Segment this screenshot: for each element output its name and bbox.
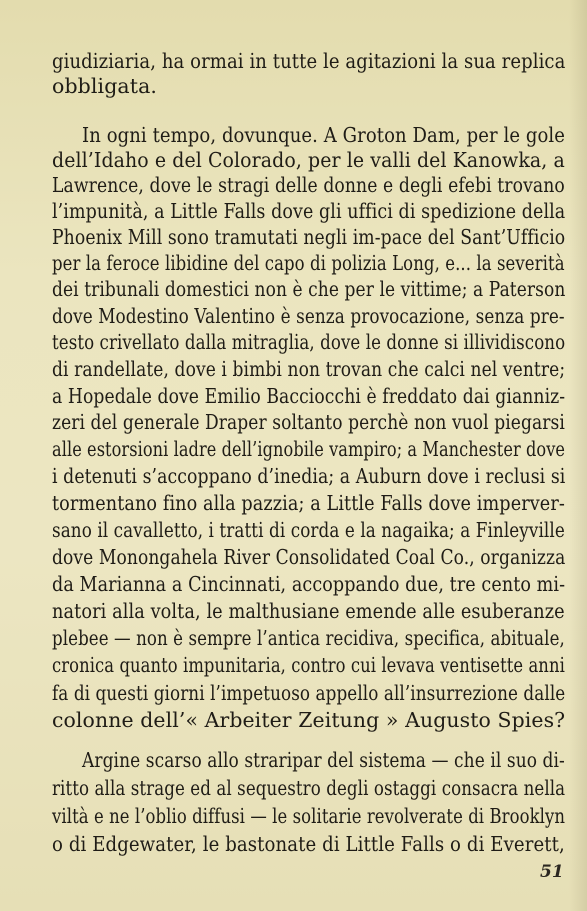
text-line-17: tormentano fino alla pazzia; a Little Falls dove imperver- xyxy=(52,491,565,515)
text-line-27: ritto alla strage ed al sequestro degli ostaggi consacra nella xyxy=(52,776,566,800)
text-line-22: plebee — non è sempre l’antica recidiva, specifica, abituale, xyxy=(52,626,565,650)
text-line-7: Phoenix Mill sono tramutati negli im-pace del Sant’Ufficio xyxy=(52,225,566,249)
text-line-24: fa di questi giorni l’impetuoso appello all’insurrezione dalle xyxy=(52,681,566,705)
text-line-15: alle estorsioni ladre dell’ignobile vampiro; a Manchester dove xyxy=(52,437,566,461)
text-line-20: da Marianna a Cincinnati, accoppando due, tre cento mi- xyxy=(52,572,566,596)
text-line-9: dei tribunali domestici non è che per le vittime; a Paterson xyxy=(52,277,566,301)
text-line-29: o di Edgewater, le bastonate di Little Falls o di Everett, xyxy=(52,832,565,856)
text-line-14: zeri del generale Draper soltanto perchè non vuol piegarsi xyxy=(52,410,565,434)
text-line-4: dell’Idaho e del Colorado, per le valli del Kanowka, a xyxy=(52,148,565,172)
text-line-26: Argine scarso allo straripar del sistema — che il suo di- xyxy=(82,748,565,772)
text-line-13: a Hopedale dove Emilio Bacciocchi è freddato dai gianniz- xyxy=(52,384,566,408)
text-line-8: per la feroce libidine del capo di polizia Long, e... la severità xyxy=(52,251,565,275)
text-line-28: viltà e ne l’oblio diffusi — le solitarie revolverate di Brooklyn xyxy=(52,804,566,828)
text-line-3: In ogni tempo, dovunque. A Groton Dam, per le gole xyxy=(82,123,566,147)
text-line-18: sano il cavalletto, i tratti di corda e la nagaika; a Finleyville xyxy=(52,518,565,542)
text-line-2: obbligata. xyxy=(52,74,158,98)
text-line-25: colonne dell’« Arbeiter Zeitung » Augusto Spies? xyxy=(52,708,566,732)
text-line-1: giudiziaria, ha ormai in tutte le agitazioni la sua replica xyxy=(52,49,566,73)
text-line-6: l’impunità, a Little Falls dove gli uffici di spedizione della xyxy=(52,199,566,223)
text-line-10: dove Modestino Valentino è senza provocazione, senza pre- xyxy=(52,304,565,328)
page-edge-shadow xyxy=(569,0,587,911)
text-line-11: testo crivellato dalla mitraglia, dove le donne si illividiscono xyxy=(52,330,566,354)
text-line-12: di randellate, dove i bimbi non trovan che calci nel ventre; xyxy=(52,357,566,381)
text-line-5: Lawrence, dove le stragi delle donne e degli efebi trovano xyxy=(52,173,565,197)
text-line-21: natori alla volta, le malthusiane emende alle esuberanze xyxy=(52,599,565,623)
text-line-16: i detenuti s’accoppano d’inedia; a Auburn dove i reclusi si xyxy=(52,464,566,488)
text-line-23: cronica quanto impunitaria, contro cui levava ventisette anni xyxy=(52,653,565,677)
text-line-19: dove Monongahela River Consolidated Coal Co., organizza xyxy=(52,545,566,569)
page-number: 51 xyxy=(540,862,564,882)
